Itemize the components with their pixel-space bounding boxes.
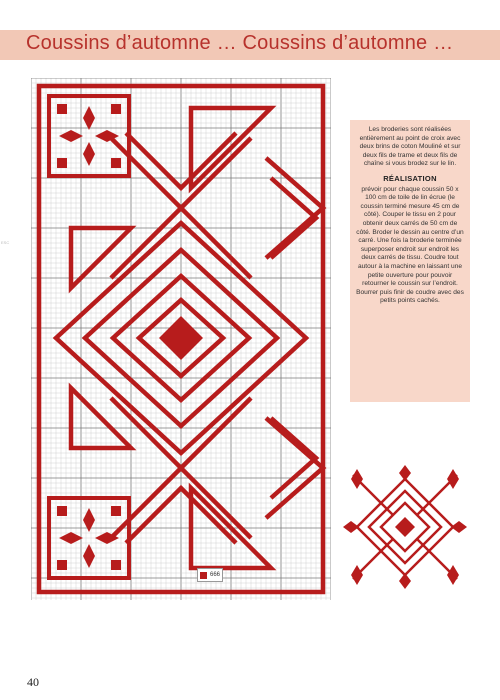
thread-legend <box>197 568 223 582</box>
instructions-panel <box>350 120 470 402</box>
motif-bottom-left-corner-1 <box>57 506 67 516</box>
motif-top-left-corner-1 <box>57 104 67 114</box>
thread-code: 666 <box>210 572 221 578</box>
intro-paragraph: Les broderies sont réalisées entièrement au point de croix avec deux brins de coton Mouliné et sur deux fils de trame et deux fils de chaîne si vous brodez sur le lin. <box>359 126 461 168</box>
motif-bottom-left-corner-2 <box>111 506 121 516</box>
motif-top-left-corner-2 <box>111 104 121 114</box>
motif-top-left-corner-3 <box>57 158 67 168</box>
page-title: Coussins d’automne … Coussins d’automne … <box>26 32 454 54</box>
finished-pattern-preview <box>343 465 467 589</box>
motif-top-left-corner-4 <box>111 158 121 168</box>
color-swatch-icon <box>200 572 207 579</box>
preview-svg <box>343 465 467 589</box>
cross-stitch-grid <box>31 78 331 600</box>
realisation-heading: RÉALISATION <box>383 173 437 183</box>
header-banner <box>0 30 500 60</box>
realisation-paragraph: prévoir pour chaque coussin 50 x 100 cm de toile de lin écrue (le coussin terminé mesure 45 cm de côté). Couper le tissu en 2 pour obtenir deux carrés de 50 cm de côté. Broder le dessin au centre d’un carré. Une fois la broderie terminée superposer endroit sur endroit les deux carrés de tissu. Coudre tout autour à la machine en laissant une petite ouverture pour pouvoir retourner le coussin sur l’endroit. Bourrer puis finir de coudre avec des petits points cachés. <box>356 185 464 305</box>
page-number: 40 <box>27 675 39 689</box>
motif-bottom-left-corner-4 <box>111 560 121 570</box>
motif-bottom-left-corner-3 <box>57 560 67 570</box>
side-mark: ESC <box>1 240 10 245</box>
cross-stitch-chart <box>31 78 331 600</box>
